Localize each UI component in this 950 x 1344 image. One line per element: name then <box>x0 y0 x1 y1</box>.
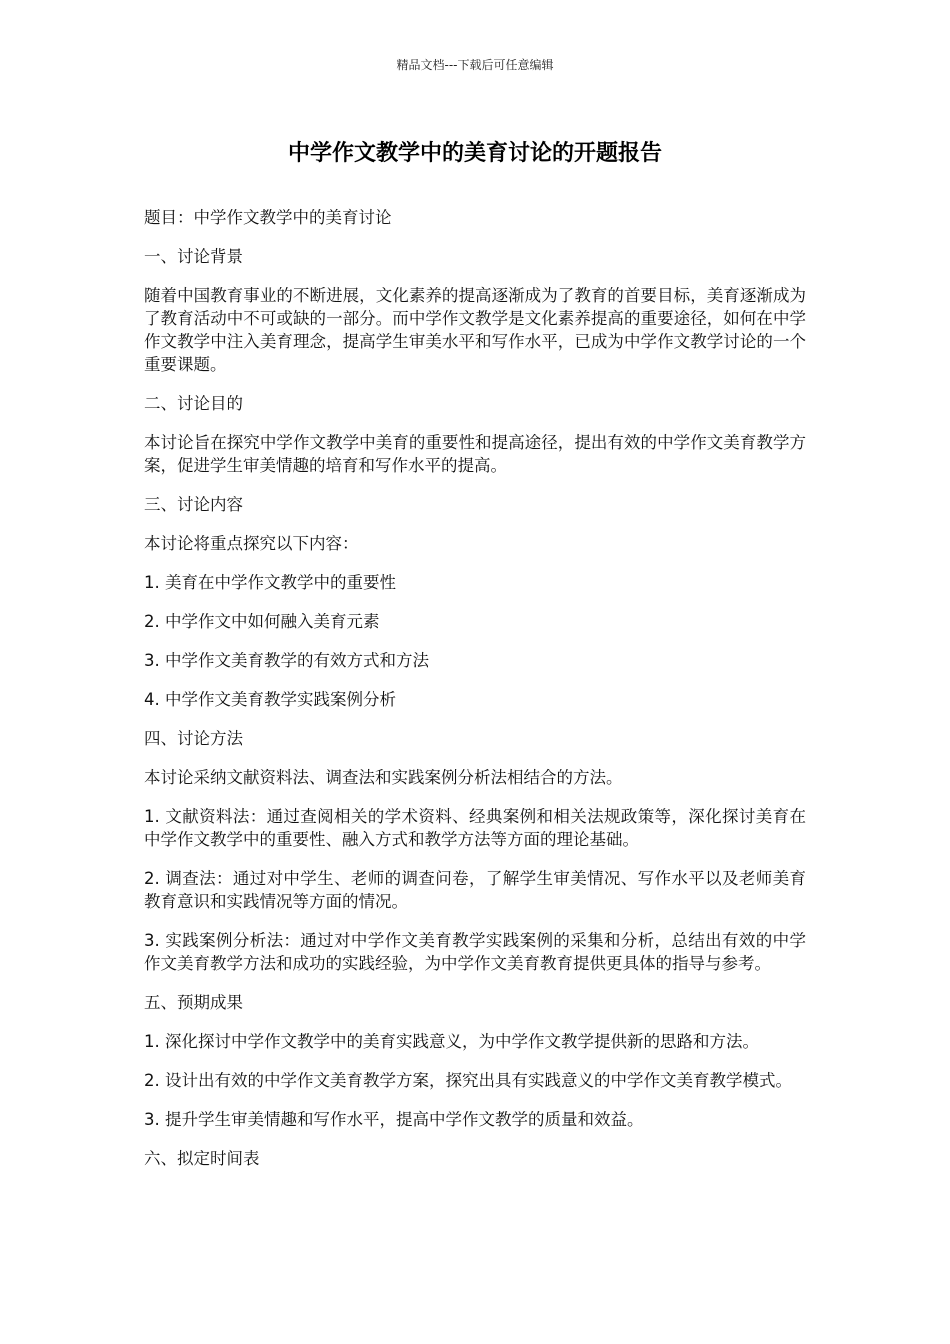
method-item-3: 3. 实践案例分析法：通过对中学作文美育教学实践案例的采集和分析，总结出有效的中学作文美育教学方法和成功的实践经验，为中学作文美育教育提供更具体的指导与参考。 <box>144 931 806 973</box>
content-item-4: 4. 中学作文美育教学实践案例分析 <box>144 690 396 709</box>
header-note: 精品文档---下载后可任意编辑 <box>396 58 554 72</box>
content-item-3: 3. 中学作文美育教学的有效方式和方法 <box>144 651 429 670</box>
content-item-1: 1. 美育在中学作文教学中的重要性 <box>144 573 396 592</box>
outcome-item-2: 2. 设计出有效的中学作文美育教学方案，探究出具有实践意义的中学作文美育教学模式。 <box>144 1071 792 1090</box>
section-heading-schedule: 六、拟定时间表 <box>144 1149 260 1168</box>
method-item-1: 1. 文献资料法：通过查阅相关的学术资料、经典案例和相关法规政策等，深化探讨美育在中学作文教学中的重要性、融入方式和教学方法等方面的理论基础。 <box>144 807 806 849</box>
section-heading-outcomes: 五、预期成果 <box>144 993 243 1012</box>
section-heading-purpose: 二、讨论目的 <box>144 394 243 413</box>
purpose-paragraph: 本讨论旨在探究中学作文教学中美育的重要性和提高途径，提出有效的中学作文美育教学方案，促进学生审美情趣的培育和写作水平的提高。 <box>144 433 806 475</box>
content-intro: 本讨论将重点探究以下内容： <box>144 534 359 553</box>
content-item-2: 2. 中学作文中如何融入美育元素 <box>144 612 380 631</box>
document-body <box>144 206 806 1186</box>
outcome-item-1: 1. 深化探讨中学作文教学中的美育实践意义，为中学作文教学提供新的思路和方法。 <box>144 1032 759 1051</box>
section-heading-background: 一、讨论背景 <box>144 247 243 266</box>
section-heading-methods: 四、讨论方法 <box>144 729 243 748</box>
section-heading-content: 三、讨论内容 <box>144 495 243 514</box>
document-title: 中学作文教学中的美育讨论的开题报告 <box>287 141 662 166</box>
topic-line: 题目：中学作文教学中的美育讨论 <box>144 208 392 227</box>
outcome-item-3: 3. 提升学生审美情趣和写作水平，提高中学作文教学的质量和效益。 <box>144 1110 644 1129</box>
method-item-2: 2. 调查法：通过对中学生、老师的调查问卷，了解学生审美情况、写作水平以及老师美育教育意识和实践情况等方面的情况。 <box>144 869 806 911</box>
background-paragraph: 随着中国教育事业的不断进展，文化素养的提高逐渐成为了教育的首要目标，美育逐渐成为了教育活动中不可或缺的一部分。而中学作文教学是文化素养提高的重要途径，如何在中学作文教学中注入美育理念，提高学生审美水平和写作水平，已成为中学作文教学讨论的一个重要课题。 <box>144 286 806 374</box>
methods-intro: 本讨论采纳文献资料法、调查法和实践案例分析法相结合的方法。 <box>144 768 623 787</box>
